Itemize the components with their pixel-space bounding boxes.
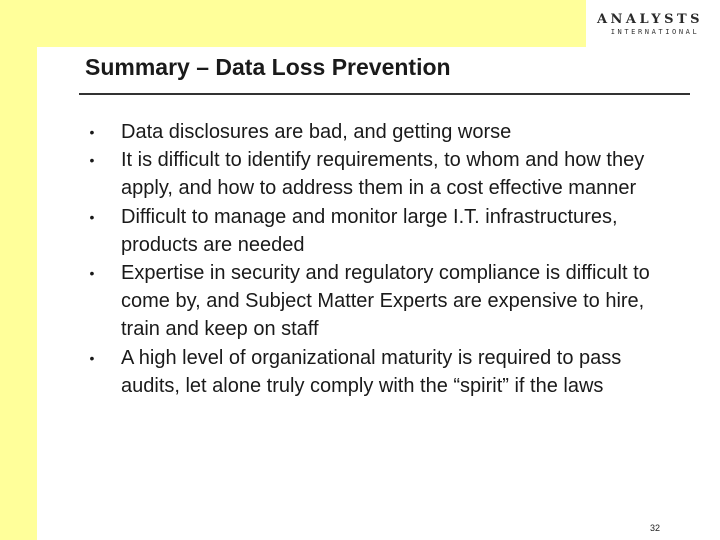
bullet-text: Expertise in security and regulatory compliance is difficult to come by, and Subject Matter Experts are expensive to hire, train and keep on staff [121, 262, 650, 341]
bullet-item [85, 146, 685, 202]
logo-sub-text: INTERNATIONAL [610, 28, 700, 36]
bullet-item [85, 344, 685, 400]
bullet-icon: • [89, 124, 95, 140]
bullet-icon: • [89, 152, 95, 169]
bullet-text: Data disclosures are bad, and getting worse [121, 121, 512, 143]
bullet-list [85, 118, 685, 400]
bullet-item [85, 118, 685, 146]
title-divider [79, 93, 690, 95]
bullet-text: Difficult to manage and monitor large I.T. infrastructures, products are needed [121, 205, 618, 256]
bullet-text: A high level of organizational maturity is required to pass audits, let alone truly comply with the “spirit” if the laws [121, 346, 622, 397]
bullet-icon: • [89, 208, 95, 225]
bullet-text: It is difficult to identify requirements, to whom and how they apply, and how to address them in a cost effective manner [121, 149, 645, 200]
slide-title: Summary – Data Loss Prevention [85, 54, 451, 80]
bullet-item [85, 203, 685, 259]
bullet-item [85, 259, 685, 343]
bullet-icon: • [89, 349, 95, 366]
logo-main-text: ANALYSTS [596, 12, 704, 27]
left-accent-bar [0, 0, 37, 540]
bullet-icon: • [89, 265, 95, 282]
page-number: 32 [650, 523, 661, 533]
company-logo [590, 12, 710, 42]
top-accent-bar [0, 0, 586, 47]
